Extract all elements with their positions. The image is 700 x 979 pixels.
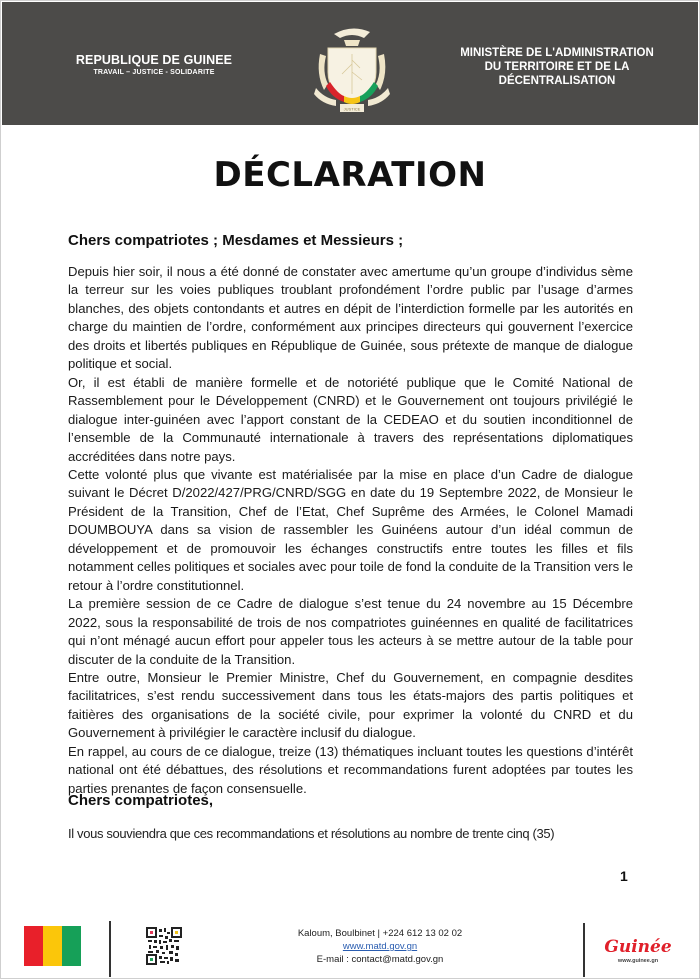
flag-stripe-green (62, 926, 81, 966)
ministry-line: DU TERRITOIRE ET DE LA (484, 61, 630, 73)
ministry-line: MINISTÈRE DE L'ADMINISTRATION (460, 47, 654, 59)
footer-divider (109, 921, 111, 977)
coat-of-arms-icon (314, 24, 390, 114)
paragraph: Or, il est établi de manière formelle et de notoriété publique que le Comité National de Rassemblement pour le Développement (CNRD) et le Gouvernement ont toujours privilégié le dialogue inter-guinéen avec l’apport constant de la CEDEAO et du soutien inconditionnel de l’ensemble de la Communauté internationale à travers des représentations diplomatiques accréditées dans notre pays. (68, 374, 633, 464)
flag-stripe-red (24, 926, 43, 966)
flag-stripe-yellow (43, 926, 62, 966)
paragraph: Entre outre, Monsieur le Premier Ministre, Chef du Gouvernement, en compagnie desdites facilitatrices, s’est rendu successivement dans tous les états-majors des partis politiques et faitières des organisations de la société civile, pour exprimer la volonté du CNRD et du Gouvernement à privilégier le caractère inclusif du dialogue. (68, 669, 633, 741)
ministry-block (457, 46, 657, 88)
paragraph: Depuis hier soir, il nous a été donné de constater avec amertume qu’un groupe d’individus sème la terreur sur les voies publiques troublant profondément l’ordre public par l’usage d’armes blanches, des objets contondants et autres en dépit de l’interdiction formelle par les autorités en charge du maintien de l’ordre, conformément aux principes directeurs qui gouvernent l’exercice des droits et libertés publiques en République de Guinée, sous prétexte de manque de dialogue politique et social. (68, 264, 633, 372)
guinea-flag-icon (24, 926, 81, 966)
republic-title: REPUBLIQUE DE GUINEE (75, 53, 233, 67)
continuation-line: Il vous souviendra que ces recommandations et résolutions au nombre de trente cinq (35) (68, 826, 555, 841)
qr-code-icon (146, 927, 182, 965)
svg-text:JUSTICE: JUSTICE (343, 106, 361, 112)
salutation: Chers compatriotes ; Mesdames et Messieurs ; (68, 232, 404, 249)
republic-block (74, 53, 234, 76)
second-salutation: Chers compatriotes, (68, 792, 214, 809)
paragraph: La première session de ce Cadre de dialogue s’est tenue du 24 novembre au 15 Décembre 2022, sous la responsabilité de trois de nos compatriotes guinéennes en qualité de facilitatrices qui n’ont ménagé aucun effort pour appeler tous les acteurs à se mettre autour de la table pour discuter de la conduite de la Transition. (68, 596, 633, 667)
letterhead-footer (0, 905, 700, 977)
website-link[interactable]: www.matd.gov.gn (342, 941, 418, 952)
letterhead-header (2, 2, 698, 125)
guinee-brand-logo (602, 925, 674, 975)
brand-url: www.guinee.gn (617, 958, 659, 964)
footer-divider (583, 923, 585, 977)
contact-block (270, 927, 490, 966)
email-address: E-mail : contact@matd.gov.gn (316, 954, 444, 965)
ministry-line: DÉCENTRALISATION (498, 75, 616, 87)
address-phone: Kaloum, Boulbinet | +224 612 13 02 02 (297, 928, 463, 939)
paragraph: En rappel, au cours de ce dialogue, treize (13) thématiques incluant toutes les questions d’intérêt national ont été débattues, des résolutions et recommandations furent adoptées par toutes les parties prenantes de façon consensuelle. (68, 743, 633, 796)
declaration-body (68, 263, 633, 798)
document-title: DÉCLARATION (213, 155, 487, 195)
national-motto: TRAVAIL – JUSTICE - SOLIDARITE (93, 69, 215, 76)
paragraph: Cette volonté plus que vivante est matérialisée par la mise en place d’un Cadre de dialogue suivant le Décret D/2022/427/PRG/CNRD/SGG en date du 19 Septembre 2022, de Monsieur le Président de la Transition, Chef de l’Etat, Chef Suprême des Armées, le Colonel Mamadi DOUMBOUYA dans sa vision de rassembler les Guinéens autour d’un idéal commun de développement et de promouvoir les échanges constructifs entre toutes les filles et fils notamment celles politiques et sociales avec pour toile de fond la conduite de la Transition vers le retour à l’ordre constitutionnel. (68, 466, 633, 593)
brand-wordmark: Guinée (604, 937, 672, 957)
page-number: 1 (620, 868, 628, 884)
